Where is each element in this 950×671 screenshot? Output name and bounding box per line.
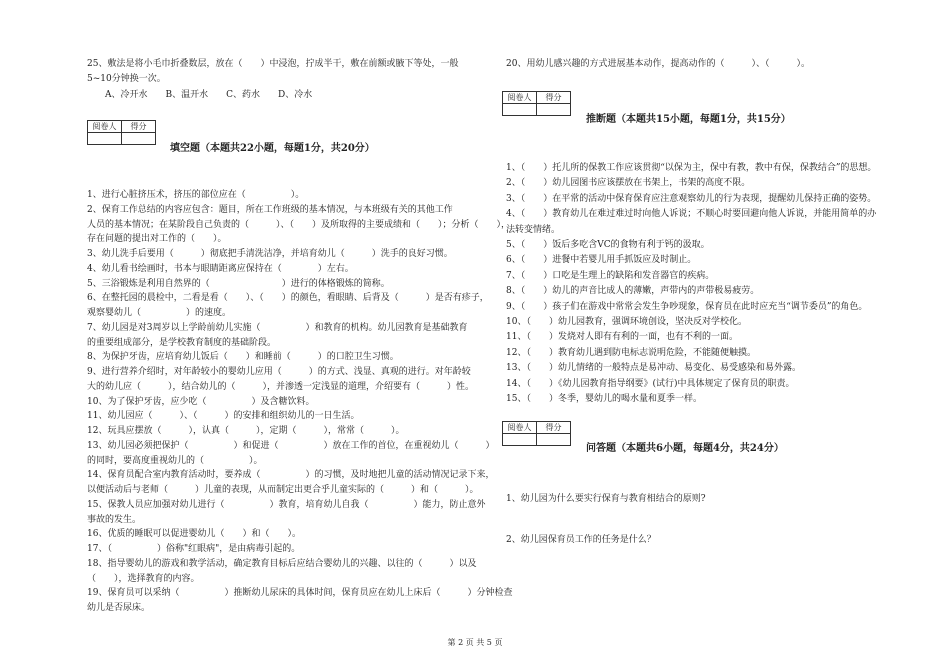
fill-item-line: 14、保育员配合室内教育活动时，要养成（ ）的习惯，及时地把儿童的活动情况记录下来， xyxy=(87,470,495,481)
qa-question-2: 2、幼儿园保育员工作的任务是什么？ xyxy=(506,535,656,545)
judge-q20: 20、用幼儿感兴趣的方式进展基本动作，提高动作的（ ）、（ ）。 xyxy=(506,59,810,69)
fill-item-line: 大的幼儿应（ ），结合幼儿的（ ），并渗透一定浅显的道理，介绍要有（ ）性。 xyxy=(87,381,475,392)
fill-item-line: 15、保教人员应加强对幼儿进行（ ）教育，培育幼儿自我（ ）能力，防止意外 xyxy=(87,499,486,510)
fill-item-line: 观察婴幼儿（ ）的速度。 xyxy=(87,308,232,318)
judge-item-line: 5、（ ）饭后多吃含VC的食物有利于钙的汲取。 xyxy=(506,240,710,250)
page-footer: 第 2 页 共 5 页 xyxy=(447,638,503,647)
fill-item-line: 人员的基本情况；在某阶段自己负责的（ ）、（ ）及所取得的主要成绩和（ ）；分析（ ）， xyxy=(87,219,511,230)
fill-item-line: 3、幼儿洗手后要用（ ）彻底把手清洗洁净，并培育幼儿（ ）洗手的良好习惯。 xyxy=(87,249,453,259)
judge-item-line: 15、（ ）冬季，婴幼儿的喝水量和夏季一样。 xyxy=(506,394,702,404)
fill-item-line: 7、幼儿园是对3周岁以上学龄前幼儿实施（ ）和教育的机构。幼儿园教育是基础教育 xyxy=(87,322,468,333)
score-box-qa xyxy=(502,421,571,446)
judge-item-line: 12、（ ）教育幼儿遇到防电标志说明危险，不能随便触摸。 xyxy=(506,347,756,358)
fill-item-line: 19、保育员可以采纳（ ）推断幼儿尿床的具体时间，保育员应在幼儿上床后（ ）分钟检查 xyxy=(87,588,513,599)
reviewer-label: 阅卷人 xyxy=(503,422,537,434)
fill-item-line: 5、三浴锻炼是利用自然界的（ ）进行的体格锻炼的简称。 xyxy=(87,278,390,289)
score-label: 得分 xyxy=(122,121,156,133)
q25-line-1: 25、敷法是将小毛巾折叠数层，放在（ ）中浸泡，拧成半干，敷在前额或腋下等处，一般 xyxy=(87,59,459,69)
fill-item-line: 2、保育工作总结的内容应包含：题目，所在工作班级的基本情况，与本班级有关的其他工作 xyxy=(87,204,453,215)
fill-item-line: 的重要组成部分，是学校教育制度的基础阶段。 xyxy=(87,337,277,348)
reviewer-cell[interactable] xyxy=(88,133,122,145)
reviewer-cell[interactable] xyxy=(503,434,537,446)
judge-item-line: 3、（ ）在平常的活动中保育保育应注意观察幼儿的行为表现，提醒幼儿保持正确的姿势。 xyxy=(506,193,877,204)
fill-item-line: 16、优质的睡眠可以促进婴幼儿（ ）和（ ）。 xyxy=(87,529,301,540)
fill-item-line: 12、玩具应摆放（ ），认真（ ），定期（ ），常常（ ）。 xyxy=(87,426,405,436)
reviewer-label: 阅卷人 xyxy=(88,121,122,133)
judge-item-line: 2、（ ）幼儿园图书应该摆放在书架上，书架的高度不限。 xyxy=(506,178,751,189)
judge-item-line: 13、（ ）幼儿情绪的一般特点是易冲动、易变化、易受感染和易外露。 xyxy=(506,363,801,374)
fill-item-line: 8、为保护牙齿，应培育幼儿饭后（ ）和睡前（ ）的口腔卫生习惯。 xyxy=(87,352,399,363)
reviewer-cell[interactable] xyxy=(503,104,537,116)
reviewer-label: 阅卷人 xyxy=(503,92,537,104)
judge-item-line: 11、（ ）发烧对人即有有利的一面，也有不利的一面。 xyxy=(506,332,738,343)
judge-item-line: 4、（ ）教育幼儿在难过难过时向他人诉说；不顺心时要回避向他人诉说，并能用简单的办 xyxy=(506,209,877,220)
judge-item-line: 1、（ ）托儿所的保教工作应该贯彻“以保为主，保中有教，教中有保，保教结合”的思想。 xyxy=(506,163,877,173)
fill-item-line: 17、（ ）俗称"红眼病"，是由病毒引起的。 xyxy=(87,544,301,554)
score-cell[interactable] xyxy=(537,104,571,116)
score-box-judge xyxy=(502,91,571,116)
judge-section-title: 推断题（本题共15小题，每题1分，共15分） xyxy=(586,114,791,125)
fill-item-line: 的同时，要高度重视幼儿的（ ）。 xyxy=(87,455,263,466)
fill-item-line: 幼儿是否尿床。 xyxy=(87,603,151,613)
judge-item-line: 6、（ ）进餐中若婴儿用手抓饭应及时制止。 xyxy=(506,255,697,266)
fill-item-line: 以便活动后与老师（ ）儿童的表现，从而制定出更合乎儿童实际的（ ）和（ ）。 xyxy=(87,485,479,495)
score-cell[interactable] xyxy=(537,434,571,446)
qa-question-1: 1、幼儿园为什么要实行保育与教育相结合的原则? xyxy=(506,494,706,504)
judge-item-line: 9、（ ）孩子们在游戏中常常会发生争吵现象，保育员在此时应充当“调节委员”的角色。 xyxy=(506,301,868,312)
judge-item-line: 7、（ ）口吃是生理上的缺陷和发音器官的疾病。 xyxy=(506,270,715,281)
judge-item-line: 10、（ ）幼儿园教育，强调环境创设，坚决反对学校化。 xyxy=(506,317,747,327)
judge-item-line: 法转变情绪。 xyxy=(506,224,561,235)
fill-item-line: 事故的发生。 xyxy=(87,514,142,525)
q25-line-2: 5~10分钟换一次。 xyxy=(87,74,166,84)
score-box-fill xyxy=(87,120,156,145)
score-label: 得分 xyxy=(537,422,571,434)
qa-section-title: 问答题（本题共6小题，每题4分，共24分） xyxy=(586,443,784,454)
fill-item-line: 18、指导婴幼儿的游戏和教学活动，确定教育目标后应结合婴幼儿的兴趣、以往的（ ）以及 xyxy=(87,558,477,569)
fill-item-line: 9、进行营养介绍时，对年龄较小的婴幼儿应用（ ）的方式、浅显、真观的进行。对年龄较 xyxy=(87,367,471,377)
judge-item-line: 14、（ ）《幼儿园教育指导纲要》(试行)中具体规定了保育员的职责。 xyxy=(506,378,795,389)
fill-item-line: 13、幼儿园必须把保护（ ）和促进（ ）放在工作的首位，在重视幼儿（ ） xyxy=(87,440,495,451)
judge-item-line: 8、（ ）幼儿的声音比成人的薄嫩，声带内的声带极易疲劳。 xyxy=(506,286,760,297)
fill-item-line: 4、幼儿看书绘画时，书本与眼睛距离应保持在（ ）左右。 xyxy=(87,263,354,274)
score-cell[interactable] xyxy=(122,133,156,145)
fill-item-line: 6、在整托园的晨检中，二看是看（ ）、（ ）的颜色，看眼睛、后背及（ ）是否有疹子， xyxy=(87,293,489,304)
fill-item-line: 存在问题的提出对工作的（ ）。 xyxy=(87,234,227,245)
fill-item-line: 1、进行心脏挤压术，挤压的部位应在（ ）。 xyxy=(87,190,305,200)
score-label: 得分 xyxy=(537,92,571,104)
fill-item-line: （ ），选择教育的内容。 xyxy=(87,573,200,584)
q25-options: A、冷开水 B、温开水 C、药水 D、冷水 xyxy=(105,90,313,100)
fill-item-line: 10、为了保护牙齿，应少吃（ ）及含糖饮料。 xyxy=(87,396,315,407)
fill-section-title: 填空题（本题共22小题，每题1分，共20分） xyxy=(170,143,375,154)
fill-item-line: 11、幼儿园应（ ）、（ ）的安排和组织幼儿的一日生活。 xyxy=(87,411,360,422)
